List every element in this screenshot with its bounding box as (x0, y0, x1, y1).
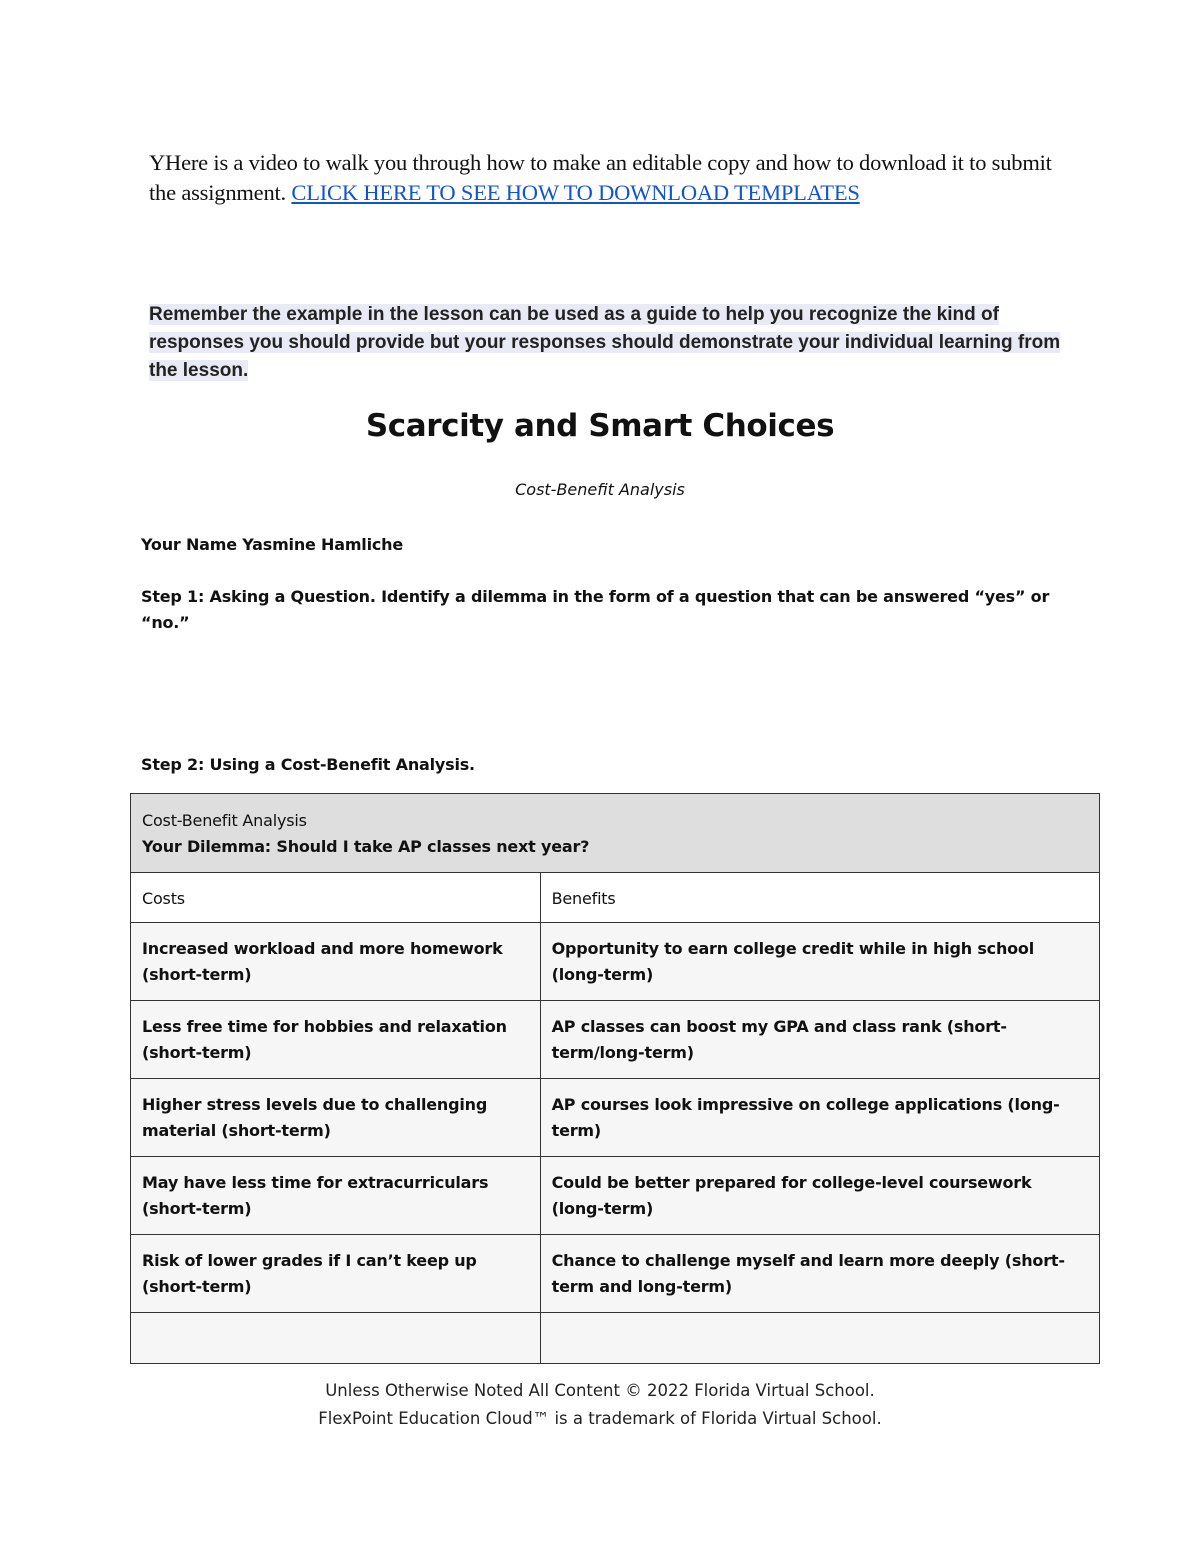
table-row (131, 1079, 1100, 1157)
table-row (131, 1157, 1100, 1235)
reminder-text: Remember the example in the lesson can be used as a guide to help you recognize the kind of responses you should provide but your responses should demonstrate your individual learning from the lesson. (149, 304, 1061, 381)
trademark-footer: FlexPoint Education Cloud™ is a trademark of Florida Virtual School. (318, 1409, 882, 1428)
student-name: Your Name Yasmine Hamliche (141, 535, 404, 554)
costs-column-header: Costs (131, 873, 541, 923)
benefit-cell[interactable]: Chance to challenge myself and learn more deeply (short-term and long-term) (540, 1235, 1099, 1313)
table-header-row (131, 794, 1100, 873)
benefit-cell[interactable]: AP classes can boost my GPA and class rank (short-term/long-term) (540, 1001, 1099, 1079)
cost-cell[interactable]: Higher stress levels due to challenging material (short-term) (131, 1079, 541, 1157)
page-subtitle: Cost-Benefit Analysis (515, 480, 685, 499)
benefit-cell[interactable]: Could be better prepared for college-level coursework (long-term) (540, 1157, 1099, 1235)
table-row (131, 1235, 1100, 1313)
cost-cell[interactable]: Increased workload and more homework (short-term) (131, 923, 541, 1001)
step2-instruction: Step 2: Using a Cost-Benefit Analysis. (141, 755, 475, 774)
column-header-row (131, 873, 1100, 923)
download-templates-link[interactable]: CLICK HERE TO SEE HOW TO DOWNLOAD TEMPLATES (291, 180, 860, 205)
empty-table-row (131, 1313, 1100, 1364)
benefit-cell[interactable]: Opportunity to earn college credit while in high school (long-term) (540, 923, 1099, 1001)
step1-instruction: Step 1: Asking a Question. Identify a dilemma in the form of a question that can be answered “yes” or “no.” (141, 587, 1050, 632)
empty-benefit-cell[interactable] (540, 1313, 1099, 1364)
benefits-column-header: Benefits (540, 873, 1099, 923)
benefit-cell[interactable]: AP courses look impressive on college applications (long-term) (540, 1079, 1099, 1157)
intro-text: YHere is a video to walk you through how to make an editable copy and how to download it to submit the assignment. (149, 150, 1052, 205)
cost-cell[interactable]: Less free time for hobbies and relaxation (short-term) (131, 1001, 541, 1079)
table-title: Cost-Benefit Analysis (142, 811, 307, 830)
copyright-footer: Unless Otherwise Noted All Content © 2022 Florida Virtual School. (325, 1381, 875, 1400)
cost-cell[interactable]: Risk of lower grades if I can’t keep up (short-term) (131, 1235, 541, 1313)
page-title: Scarcity and Smart Choices (365, 408, 835, 444)
cost-cell[interactable]: May have less time for extracurriculars (short-term) (131, 1157, 541, 1235)
intro-paragraph (149, 148, 1069, 208)
table-row (131, 1001, 1100, 1079)
cost-benefit-table (130, 793, 1100, 1364)
dilemma-question: Your Dilemma: Should I take AP classes next year? (142, 837, 590, 856)
table-header-cell (131, 794, 1100, 873)
empty-cost-cell[interactable] (131, 1313, 541, 1364)
reminder-note (149, 301, 1069, 385)
table-row (131, 923, 1100, 1001)
